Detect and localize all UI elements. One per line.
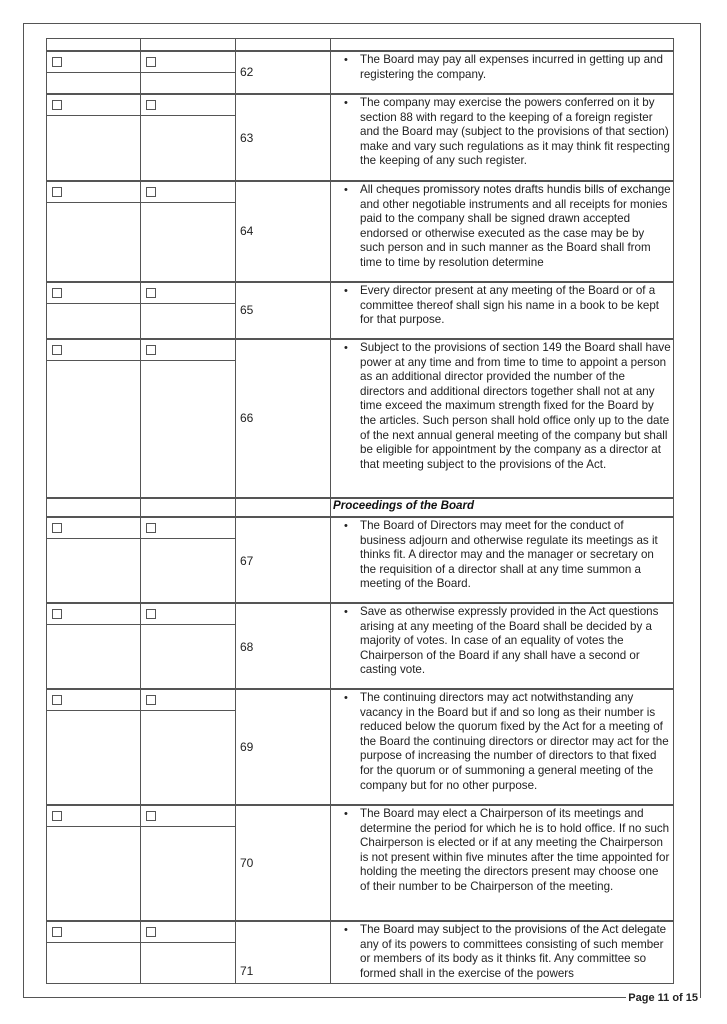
approve-cell: [46, 688, 141, 806]
article-number-cell: [235, 50, 331, 95]
checkbox-col1[interactable]: [52, 345, 62, 355]
approve-cell: [46, 804, 141, 922]
article-text-cell: [330, 920, 674, 984]
section-heading-cell: [330, 497, 674, 518]
section-blank-cell: [46, 497, 141, 518]
row-divider: [47, 538, 236, 539]
article-text: The Board of Directors may meet for the conduct of business adjourn and otherwise regulate its meetings as it thinks fit. A director may and the manager or secretary on the requisition of a director shall at any time summon a meeting of the Board.: [360, 519, 658, 591]
row-divider: [47, 710, 236, 711]
approve-cell: [46, 338, 141, 499]
article-text-cell: [330, 688, 674, 806]
article-number: 63: [240, 131, 254, 145]
checkbox-col1[interactable]: [52, 609, 62, 619]
checkbox-col2[interactable]: [146, 100, 156, 110]
article-text-cell: [330, 338, 674, 499]
article-text-cell: [330, 804, 674, 922]
row-divider: [47, 115, 236, 116]
article-text-cell: [330, 516, 674, 604]
table-row: [47, 339, 675, 499]
article-text: Subject to the provisions of section 149 the Board shall have power at any time and from time to time to appoint a person as an additional director provided the number of the directors and additional directors together shall not at any time exceed the maximum strength fixed for the Board by the articles. Such person shall hold office only up to the date of the next annual general meeting of the company but shall be eligible for appointment by the company as a director at that meeting subject to the provisions of the Act.: [360, 341, 671, 471]
article-text: All cheques promissory notes drafts hundis bills of exchange and other negotiable instruments and all receipts for monies paid to the company shall be signed drawn accepted endorsed or otherwise executed as the case may be by such person and in such manner as the Board shall from time to time by resolution determine: [360, 183, 671, 269]
article-number-cell: [235, 281, 331, 340]
table-row: [47, 805, 675, 922]
checkbox-col1[interactable]: [52, 927, 62, 937]
article-text-cell: [330, 93, 674, 182]
article-number: 66: [240, 411, 254, 425]
bullet-icon: •: [344, 606, 348, 618]
article-number-cell: [235, 93, 331, 182]
row-divider: [47, 202, 236, 203]
article-text-cell: [330, 602, 674, 690]
checkbox-col1[interactable]: [52, 288, 62, 298]
article-number-cell: [235, 688, 331, 806]
article-text-cell: [330, 50, 674, 95]
article-number-cell: [235, 338, 331, 499]
table-row: [47, 94, 675, 182]
article-number: 65: [240, 303, 254, 317]
bullet-icon: •: [344, 692, 348, 704]
checkbox-col1[interactable]: [52, 695, 62, 705]
row-divider: [47, 303, 236, 304]
checkbox-col2[interactable]: [146, 811, 156, 821]
table-row: [47, 603, 675, 690]
checkbox-col2[interactable]: [146, 57, 156, 67]
section-heading: Proceedings of the Board: [333, 499, 475, 512]
article-text: The company may exercise the powers conferred on it by section 88 with regard to the keeping of a foreign register and the Board may (subject to the provisions of that section) make and vary such regulations as it may think fit respecting the keeping of any such register.: [360, 96, 670, 168]
checkbox-col2[interactable]: [146, 523, 156, 533]
checkbox-col2[interactable]: [146, 927, 156, 937]
article-number: 67: [240, 554, 254, 568]
checkbox-col2[interactable]: [146, 345, 156, 355]
article-text: The Board may pay all expenses incurred in getting up and registering the company.: [360, 53, 663, 81]
article-number-cell: [235, 516, 331, 604]
table-row: [47, 921, 675, 984]
reject-cell: [140, 338, 236, 499]
article-text: Save as otherwise expressly provided in the Act questions arising at any meeting of the Board shall be decided by a majority of votes. In case of an equality of votes the Chairperson of the Board if any shall have a second or casting vote.: [360, 605, 659, 677]
article-number: 70: [240, 856, 254, 870]
article-number: 71: [240, 964, 254, 978]
bullet-icon: •: [344, 924, 348, 936]
row-divider: [47, 942, 236, 943]
row-divider: [47, 624, 236, 625]
article-text: Every director present at any meeting of the Board or of a committee thereof shall sign his name in a book to be kept for that purpose.: [360, 284, 660, 327]
bullet-icon: •: [344, 342, 348, 354]
table-row: [47, 517, 675, 604]
article-text: The Board may subject to the provisions of the Act delegate any of its powers to committees consisting of such member or members of its body as it thinks fit. Any committee so formed shall in the exercise of the powers: [360, 923, 667, 980]
section-heading-row: [47, 498, 675, 518]
article-number: 69: [240, 740, 254, 754]
checkbox-col2[interactable]: [146, 187, 156, 197]
article-number-cell: [235, 180, 331, 283]
article-text-cell: [330, 180, 674, 283]
bullet-icon: •: [344, 184, 348, 196]
row-divider: [47, 360, 236, 361]
checkbox-col1[interactable]: [52, 187, 62, 197]
reject-cell: [140, 688, 236, 806]
reject-cell: [140, 804, 236, 922]
checkbox-col2[interactable]: [146, 695, 156, 705]
article-number: 62: [240, 65, 254, 79]
checkbox-col2[interactable]: [146, 609, 156, 619]
checkbox-col1[interactable]: [52, 523, 62, 533]
table-row: [47, 181, 675, 283]
section-blank-cell: [140, 497, 236, 518]
article-number: 68: [240, 640, 254, 654]
bullet-icon: •: [344, 520, 348, 532]
article-number-cell: [235, 804, 331, 922]
article-text-cell: [330, 281, 674, 340]
checkbox-col1[interactable]: [52, 811, 62, 821]
article-number: 64: [240, 224, 254, 238]
page-number: Page 11 of 15: [628, 992, 698, 1004]
article-number-cell: [235, 602, 331, 690]
checkbox-col1[interactable]: [52, 100, 62, 110]
checkbox-col2[interactable]: [146, 288, 156, 298]
section-blank-cell: [235, 497, 331, 518]
article-number-cell: [235, 920, 331, 984]
bullet-icon: •: [344, 97, 348, 109]
table-row: [47, 51, 675, 95]
table-row: [47, 689, 675, 806]
checkbox-col1[interactable]: [52, 57, 62, 67]
bullet-icon: •: [344, 808, 348, 820]
article-text: The Board may elect a Chairperson of its meetings and determine the period for which he is to hold office. If no such Chairperson is elected or if at any meeting the Chairperson is not present within five minutes after the time appointed for holding the meeting the directors present may choose one of their number to be Chairperson of the meeting.: [360, 807, 670, 893]
row-divider: [47, 826, 236, 827]
bullet-icon: •: [344, 54, 348, 66]
bullet-icon: •: [344, 285, 348, 297]
article-text: The continuing directors may act notwithstanding any vacancy in the Board but if and so long as their number is reduced below the quorum fixed by the Act for a meeting of the Board the continuing directors or director may act for the purpose of increasing the number of directors to that fixed for the quorum or of summoning a general meeting of the company but for no other purpose.: [360, 691, 669, 792]
row-divider: [47, 72, 236, 73]
table-row: [47, 282, 675, 340]
